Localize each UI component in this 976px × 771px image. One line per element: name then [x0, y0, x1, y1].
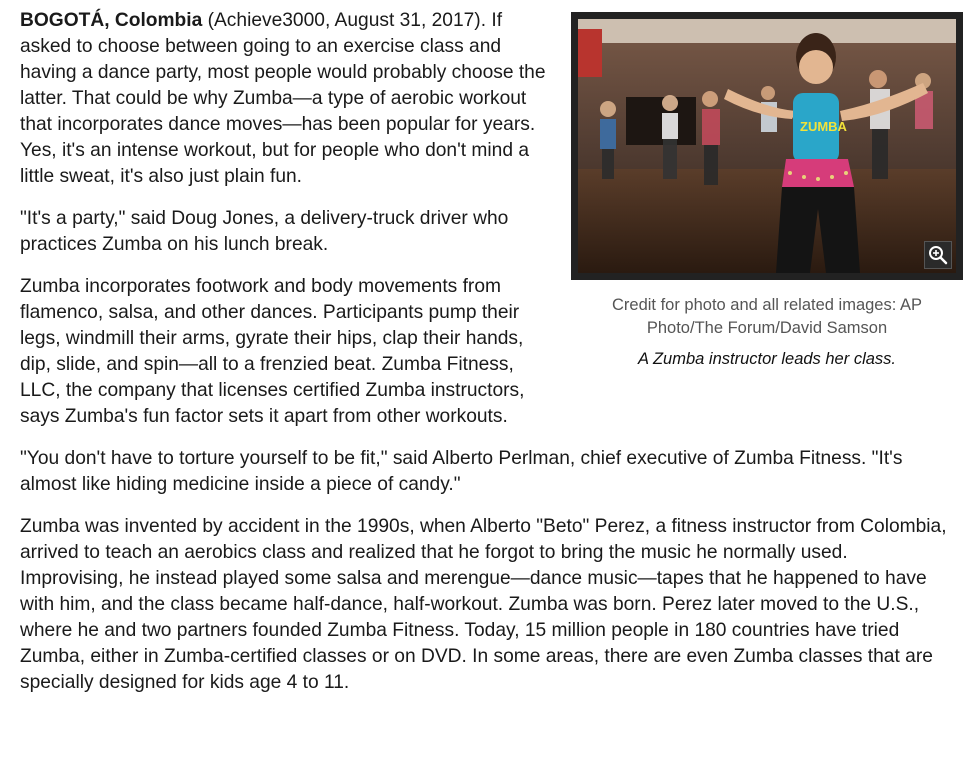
zumba-class-photo[interactable] — [578, 19, 956, 273]
article — [20, 8, 956, 712]
svg-text:ZUMBA: ZUMBA — [800, 119, 847, 134]
zoom-button[interactable] — [924, 241, 952, 269]
dateline-source: (Achieve3000, August 31, 2017). — [202, 10, 487, 31]
paragraph-history: Zumba was invented by accident in the 1990s, when Alberto "Beto" Perez, a fitness instructor from Colombia, arrived to teach an aerobics class and realized that he forgot to bring the music he normally used. Improvising, he instead played some salsa and merengue—dance music—tapes that he happened to have with him, and the class became half-dance, half-workout. Zumba was born. Perez later moved to the U.S., where he and two partners founded Zumba Fitness. Today, 15 million people in 180 countries have tried Zumba, either in Zumba-certified classes or on DVD. In some areas, there are even Zumba classes that are specially designed for kids age 4 to 11. — [20, 516, 947, 693]
lead-text: If asked to choose between going to an exercise class and having a dance party, most people would probably choose the latter. That could be why Zumba—a type of aerobic workout that incorporates dance moves—has been popular for years. Yes, it's an intense workout, but for people who don't mind a little sweat, it's also just plain fun. — [20, 10, 546, 187]
photo-caption: A Zumba instructor leads her class. — [638, 350, 896, 368]
photo-credit: Credit for photo and all related images: AP Photo/The Forum/David Samson — [611, 296, 922, 337]
photo-frame[interactable] — [571, 12, 963, 280]
article-figure — [571, 12, 963, 370]
paragraph-quote-perlman: "You don't have to torture yourself to be fit," said Alberto Perlman, chief executive of Zumba Fitness. "It's almost like hiding medicine inside a piece of candy." — [20, 448, 903, 495]
paragraph-movements: Zumba incorporates footwork and body movements from flamenco, salsa, and other dances. Participants pump their legs, windmill their arms, gyrate their hips, clap their hands, dip, slide, and spin—all to a frenzied beat. Zumba Fitness, LLC, the company that licenses certified Zumba instructors, says Zumba's fun factor sets it apart from other workouts. — [20, 276, 525, 427]
magnify-plus-icon — [925, 242, 951, 268]
paragraph-quote-jones: "It's a party," said Doug Jones, a delivery-truck driver who practices Zumba on his lunch break. — [20, 208, 509, 255]
dateline-place: BOGOTÁ, Colombia — [20, 10, 203, 31]
